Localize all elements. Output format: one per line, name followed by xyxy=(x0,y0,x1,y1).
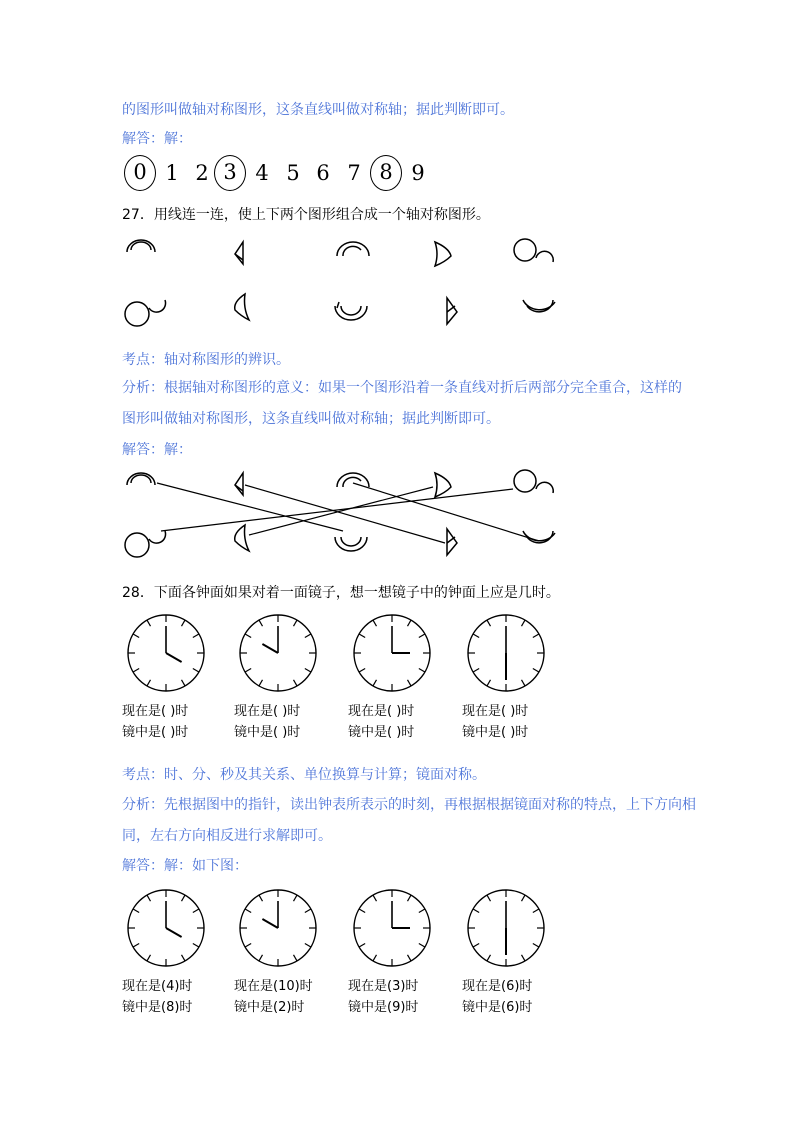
clock-tick xyxy=(133,944,139,948)
clock-tick xyxy=(245,944,251,948)
digit: 5 xyxy=(286,161,300,185)
clock-tick xyxy=(133,909,139,913)
clock-tick xyxy=(408,955,412,961)
clock-tick xyxy=(473,909,479,913)
q27-shape-arcs-top xyxy=(127,240,155,252)
clock-tick xyxy=(359,669,365,673)
clock-face xyxy=(236,611,320,695)
clock-tick xyxy=(259,680,263,686)
clock-face xyxy=(124,611,208,695)
clock-tick xyxy=(533,944,539,948)
clock-tick xyxy=(522,955,526,961)
clock-now-caption: 现在是( )时 xyxy=(234,704,301,719)
clock-tick xyxy=(522,620,526,626)
q27-shape-triangle-bottom xyxy=(447,298,457,324)
q27-connecting-lines xyxy=(157,483,539,543)
q27-figures xyxy=(115,230,565,340)
q28-fenxi-1: 分析：先根据图中的指针，读出钟表所表示的时刻，再根据根据镜面对称的特点，上下方向相 xyxy=(122,797,696,813)
q27-answer-label: 解答：解： xyxy=(122,442,192,458)
clock-tick xyxy=(408,680,412,686)
q27-answer-figure xyxy=(115,465,565,565)
clock-mirror-caption: 镜中是( )时 xyxy=(234,725,301,740)
clock-tick xyxy=(533,634,539,638)
clock-tick xyxy=(245,634,251,638)
clock-tick xyxy=(305,909,311,913)
clock-face xyxy=(236,886,320,970)
q27-fenxi-1: 分析：根据轴对称图形的意义：如果一个图形沿着一条直线对折后两部分完全重合，这样的 xyxy=(122,380,682,396)
clock-tick xyxy=(259,895,263,901)
digit: 6 xyxy=(316,161,330,185)
answer-label-digits: 解答：解： xyxy=(122,131,192,147)
clock-tick xyxy=(373,955,377,961)
clock-tick xyxy=(294,620,298,626)
clock-mirror-caption: 镜中是(9)时 xyxy=(348,1000,419,1015)
q27-shape-leaf-bottom xyxy=(235,294,249,320)
clock-tick xyxy=(473,669,479,673)
clock-face xyxy=(124,886,208,970)
digit-circled: 0 xyxy=(124,155,156,191)
clock-tick xyxy=(473,944,479,948)
clock-now-caption: 现在是( )时 xyxy=(348,704,415,719)
clock-mirror-caption: 镜中是( )时 xyxy=(122,725,189,740)
clock-tick xyxy=(487,680,491,686)
q28-answer-label: 解答：解：如下图： xyxy=(122,858,248,874)
clock-tick xyxy=(133,634,139,638)
clock-tick xyxy=(182,620,186,626)
clock-tick xyxy=(294,955,298,961)
q27-shape-crescent-bottom xyxy=(523,300,555,312)
clock-tick xyxy=(133,669,139,673)
digit: 1 xyxy=(165,161,179,185)
clock-now-caption: 现在是(6)时 xyxy=(462,979,533,994)
clock-tick xyxy=(419,909,425,913)
clock-tick xyxy=(473,634,479,638)
q27-shape-circle-hook-top xyxy=(514,239,553,262)
clock-mirror-caption: 镜中是(8)时 xyxy=(122,1000,193,1015)
q27-answer-shapes xyxy=(125,470,555,557)
clock-mirror-caption: 镜中是(2)时 xyxy=(234,1000,305,1015)
clock-tick xyxy=(193,669,199,673)
clock-tick xyxy=(305,944,311,948)
clock-tick xyxy=(193,634,199,638)
clock-tick xyxy=(259,955,263,961)
clock-tick xyxy=(487,955,491,961)
digit-circled: 8 xyxy=(370,155,402,191)
digit: 9 xyxy=(411,161,425,185)
q27-shape-cup-bottom xyxy=(335,302,367,320)
clock-tick xyxy=(245,669,251,673)
q27-fenxi-2: 图形叫做轴对称图形，这条直线叫做对称轴；据此判断即可。 xyxy=(122,411,500,427)
clock-tick xyxy=(533,909,539,913)
clock-tick xyxy=(373,620,377,626)
clock-mirror-caption: 镜中是(6)时 xyxy=(462,1000,533,1015)
digit: 7 xyxy=(347,161,361,185)
clock-tick xyxy=(147,680,151,686)
digit: 2 xyxy=(195,161,209,185)
clock-face xyxy=(350,886,434,970)
clock-tick xyxy=(305,634,311,638)
clock-mirror-caption: 镜中是( )时 xyxy=(462,725,529,740)
q27-shape-triangle-top xyxy=(235,242,243,264)
q27-shape-leaf-top xyxy=(435,242,451,266)
hour-hand xyxy=(166,653,182,662)
clock-mirror-caption: 镜中是( )时 xyxy=(348,725,415,740)
clock-tick xyxy=(359,634,365,638)
clock-tick xyxy=(193,944,199,948)
connect-line-1 xyxy=(157,483,343,531)
digit: 4 xyxy=(255,161,269,185)
clock-tick xyxy=(373,680,377,686)
clock-tick xyxy=(147,895,151,901)
clock-tick xyxy=(487,620,491,626)
clock-tick xyxy=(259,620,263,626)
clock-tick xyxy=(419,944,425,948)
hour-hand xyxy=(262,919,278,928)
clock-now-caption: 现在是(3)时 xyxy=(348,979,419,994)
clock-tick xyxy=(408,620,412,626)
clock-tick xyxy=(147,620,151,626)
hour-hand xyxy=(166,928,182,937)
clock-tick xyxy=(419,669,425,673)
clock-tick xyxy=(487,895,491,901)
clock-tick xyxy=(147,955,151,961)
clock-tick xyxy=(182,895,186,901)
clock-tick xyxy=(305,669,311,673)
clock-tick xyxy=(359,909,365,913)
clock-face xyxy=(350,611,434,695)
clock-tick xyxy=(359,944,365,948)
q28-kaodian: 考点：时、分、秒及其关系、单位换算与计算；镜面对称。 xyxy=(122,767,486,783)
q28-fenxi-2: 同，左右方向相反进行求解即可。 xyxy=(122,828,332,844)
intro-tail-text: 的图形叫做轴对称图形，这条直线叫做对称轴；据此判断即可。 xyxy=(122,102,514,118)
q27-shape-arc-open-top xyxy=(337,242,369,256)
clock-tick xyxy=(419,634,425,638)
clock-face xyxy=(464,886,548,970)
q28-question: 28．下面各钟面如果对着一面镜子，想一想镜子中的钟面上应是几时。 xyxy=(122,585,560,601)
clock-tick xyxy=(373,895,377,901)
clock-tick xyxy=(182,955,186,961)
clock-tick xyxy=(182,680,186,686)
clock-tick xyxy=(522,895,526,901)
q27-shape-circle-hook-bottom xyxy=(125,300,166,326)
clock-tick xyxy=(522,680,526,686)
clock-tick xyxy=(294,680,298,686)
clock-now-caption: 现在是( )时 xyxy=(122,704,189,719)
q27-kaodian: 考点：轴对称图形的辨识。 xyxy=(122,352,290,368)
clock-tick xyxy=(294,895,298,901)
clock-tick xyxy=(245,909,251,913)
clock-now-caption: 现在是(10)时 xyxy=(234,979,313,994)
clock-now-caption: 现在是( )时 xyxy=(462,704,529,719)
clock-face xyxy=(464,611,548,695)
connect-line-5 xyxy=(161,489,513,531)
hour-hand xyxy=(262,644,278,653)
q27-question: 27．用线连一连，使上下两个图形组合成一个轴对称图形。 xyxy=(122,207,490,223)
digit-circled: 3 xyxy=(214,155,246,191)
clock-tick xyxy=(408,895,412,901)
clock-tick xyxy=(193,909,199,913)
clock-now-caption: 现在是(4)时 xyxy=(122,979,193,994)
clock-tick xyxy=(533,669,539,673)
